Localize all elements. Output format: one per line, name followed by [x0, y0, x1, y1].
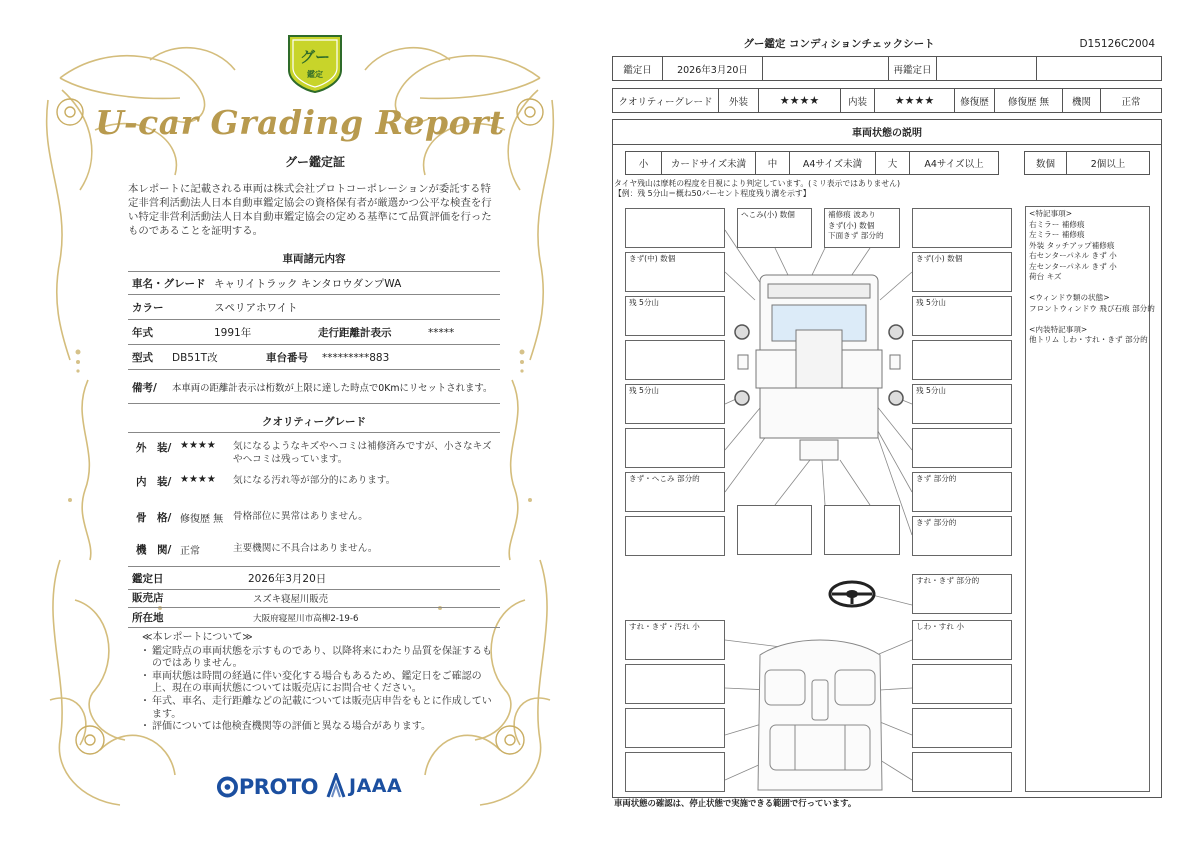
sheet-title: グー鑑定 コンディションチェックシート — [743, 38, 935, 50]
spec-label: 年式 — [132, 327, 153, 339]
proto-logo — [216, 773, 318, 801]
certificate-heading: グー鑑定証 — [284, 155, 345, 169]
engine-value: 正常 — [1121, 96, 1141, 108]
spec-label: 備考/ — [132, 381, 157, 394]
condition-box — [912, 664, 1012, 704]
spec-value: DB51T改 — [172, 352, 218, 364]
size-medium: 中 — [756, 152, 790, 174]
quality-row-frame — [128, 510, 500, 525]
notes-heading: ≪本レポートについて≫ — [142, 632, 253, 643]
condition-box — [625, 664, 725, 704]
condition-box — [912, 752, 1012, 792]
repair-label: 修復歴 — [955, 89, 995, 112]
jaaa-wordmark: JAAA — [349, 775, 403, 797]
condition-box — [625, 296, 725, 336]
condition-box — [912, 708, 1012, 748]
spec-row-name — [128, 271, 500, 295]
date-label: 鑑定日 — [613, 57, 663, 80]
appraisal-date-table — [612, 56, 1162, 81]
spec-label: 走行距離計表示 — [318, 327, 392, 339]
proto-mark-icon — [216, 775, 239, 799]
condition-text: きず(小) 数個 — [828, 220, 875, 230]
quality-label: クオリティーグレード — [613, 89, 719, 112]
condition-box — [737, 505, 812, 555]
size-small-desc: カードサイズ未満 — [662, 152, 756, 174]
proto-wordmark: PROTO — [238, 775, 318, 799]
empty-cell — [1037, 57, 1161, 80]
quality-label: 外 装/ — [136, 442, 172, 454]
repair-value: 修復歴 無 — [995, 89, 1063, 112]
interior-item: 他トリム しわ・すれ・きず 部分的 — [1029, 335, 1148, 344]
quality-label: 内 装/ — [136, 476, 172, 488]
quality-label: 機 関/ — [136, 544, 172, 556]
spec-value: 1991年 — [214, 327, 252, 339]
date-value: 2026年3月20日 — [663, 57, 763, 80]
size-large: 大 — [876, 152, 910, 174]
condition-box — [625, 472, 725, 512]
quality-value: ★★★★ — [180, 474, 216, 485]
badge-subtext: 鑑定 — [307, 70, 323, 79]
special-item: 右ミラー 補修痕 — [1029, 219, 1085, 229]
condition-heading: 車両状態の説明 — [612, 119, 1162, 145]
quality-text: 気になるようなキズやヘコミは補修済みですが、小さなキズやヘコミは残っています。 — [233, 441, 492, 465]
appraisal-value: スズキ寝屋川販売 — [253, 593, 329, 605]
condition-box — [912, 428, 1012, 468]
condition-text: 残 5分山 — [916, 386, 947, 395]
note-item: ・ 鑑定時点の車両状態を示すものであり、以降将来にわたり品質を保証するものではありません。 — [140, 646, 500, 671]
appraisal-address-row — [128, 608, 500, 628]
condition-text: しわ・すれ 小 — [916, 622, 964, 631]
spec-value: スペリアホワイト — [214, 302, 298, 314]
condition-box — [912, 208, 1012, 248]
special-item: 左センターパネル きず 小 — [1029, 261, 1117, 271]
quality-value: 修復歴 無 — [180, 514, 224, 525]
note-text: 年式、車名、走行距離などの記載については販売店申告をもとに作成しています。 — [152, 695, 492, 720]
appraisal-value: 大阪府寝屋川市高柳2-19-6 — [253, 613, 359, 624]
exterior-label: 外装 — [719, 89, 759, 112]
condition-box — [625, 208, 725, 248]
note-item: ・ 評価については他検査機関等の評価と異なる場合があります。 — [140, 721, 431, 733]
condition-check-sheet — [600, 0, 1200, 848]
specs-heading: 車両諸元内容 — [282, 253, 346, 265]
condition-text: 補修痕 波あり — [828, 210, 876, 219]
jaaa-mark-icon — [326, 773, 346, 799]
reappraisal-label: 再鑑定日 — [889, 57, 937, 80]
note-text: 評価については他検査機関等の評価と異なる場合があります。 — [152, 721, 431, 733]
condition-box — [625, 384, 725, 424]
size-small: 小 — [626, 152, 662, 174]
condition-box — [737, 208, 812, 248]
certificate-intro: 本レポートに記載される車両は株式会社プロトコーポレーションが委託する特定非営利活動法人日本自動車鑑定協会の資格保有者が厳選かつ公平な検査を行い特定非営利活動法人日本自動車鑑定協会の定める基準にて品質評価を行ったものであることを証明する。 — [128, 183, 492, 237]
spec-value: ***** — [428, 326, 455, 339]
condition-box — [912, 472, 1012, 512]
condition-box — [625, 516, 725, 556]
condition-box — [912, 252, 1012, 292]
report-notes — [140, 632, 500, 734]
tire-note-line: 【例：残 5分山＝概ね50パーセント程度残り溝を示す】 — [614, 189, 811, 198]
empty-cell — [763, 57, 889, 80]
quality-label: 骨 格/ — [136, 512, 172, 524]
condition-box — [625, 708, 725, 748]
note-text: 鑑定時点の車両状態を示すものであり、以降将来にわたり品質を保証するものではありません。 — [152, 645, 492, 670]
spec-row-remarks — [128, 371, 500, 404]
report-title: U-car Grading Report — [95, 103, 505, 142]
count-legend — [1024, 151, 1150, 175]
quality-text: 骨格部位に異常はありません。 — [233, 511, 368, 522]
special-item: 左ミラー 補修痕 — [1029, 230, 1085, 239]
quality-value: 正常 — [180, 546, 200, 557]
condition-box — [625, 340, 725, 380]
condition-box — [912, 296, 1012, 336]
spec-label: カラー — [132, 302, 164, 314]
condition-text: きず・へこみ 部分的 — [629, 474, 700, 483]
condition-box — [625, 620, 725, 660]
condition-box — [912, 574, 1012, 614]
divider — [128, 432, 500, 433]
tire-note-line: タイヤ残山は摩耗の程度を目視により判定しています。(ミリ表示ではありません) — [614, 179, 900, 188]
condition-box — [912, 340, 1012, 380]
condition-box — [625, 428, 725, 468]
condition-text: へこみ(小) 数個 — [741, 210, 795, 219]
spacer — [1029, 314, 1146, 325]
count-label: 数個 — [1025, 152, 1067, 174]
engine-label: 機関 — [1063, 89, 1101, 112]
condition-text: 残 5分山 — [629, 386, 660, 395]
tire-note — [614, 179, 900, 199]
appraisal-label: 販売店 — [132, 592, 164, 604]
spec-row-color — [128, 296, 500, 320]
count-desc: 2個以上 — [1090, 159, 1126, 170]
appraisal-label: 鑑定日 — [132, 572, 164, 585]
jaaa-logo — [326, 772, 408, 800]
quality-row-engine — [128, 542, 500, 557]
condition-box — [824, 505, 900, 555]
interior-label: 内装 — [841, 89, 875, 112]
special-heading: <特記事項> — [1029, 209, 1073, 218]
quality-grade-table — [612, 88, 1162, 113]
interior-value: ★★★★ — [875, 89, 955, 112]
interior-heading: <内装特記事項> — [1029, 324, 1088, 334]
spec-value: 本車両の距離計表示は桁数が上限に達した時点で0Kmにリセットされます。 — [172, 383, 493, 394]
appraisal-shop-row — [128, 588, 500, 608]
quality-value: ★★★★ — [180, 440, 216, 451]
sheet-footer: 車両状態の確認は、停止状態で実施できる範囲で行っています。 — [614, 798, 857, 808]
appraisal-value: 2026年3月20日 — [248, 572, 327, 585]
condition-text: すれ・きず・汚れ 小 — [629, 622, 700, 631]
sheet-id: D15126C2004 — [1079, 38, 1155, 50]
condition-box — [824, 208, 900, 248]
size-large-desc: A4サイズ以上 — [924, 159, 984, 170]
condition-text: きず 部分的 — [916, 474, 957, 483]
spec-label: 車台番号 — [266, 352, 308, 364]
condition-text: 残 5分山 — [916, 298, 947, 307]
quality-text: 気になる汚れ等が部分的にあります。 — [233, 475, 396, 486]
reappraisal-value — [937, 57, 1037, 80]
spacer — [1029, 283, 1146, 294]
condition-box — [625, 252, 725, 292]
spec-row-year — [128, 321, 500, 345]
quality-heading: クオリティーグレード — [262, 416, 366, 428]
size-medium-desc: A4サイズ未満 — [790, 152, 876, 174]
spec-row-model — [128, 346, 500, 370]
condition-box — [912, 384, 1012, 424]
condition-text: きず(小) 数個 — [916, 254, 963, 263]
special-notes-panel — [1025, 206, 1155, 792]
badge-text: グー — [299, 48, 331, 66]
window-item: フロントウィンドウ 飛び石痕 部分的 — [1029, 303, 1155, 313]
condition-box — [625, 752, 725, 792]
condition-text: きず(中) 数個 — [629, 254, 676, 263]
condition-text: すれ・きず 部分的 — [916, 576, 980, 585]
quality-row-exterior — [128, 440, 500, 466]
condition-text: きず 部分的 — [916, 518, 957, 527]
special-item: 荷台 キズ — [1029, 272, 1062, 281]
note-item: ・ 車両状態は時間の経過に伴い変化する場合もあるため、鑑定日をご確認の上、現在の車両状態については販売店にお問合せください。 — [140, 671, 500, 696]
special-item: 右センターパネル きず 小 — [1029, 251, 1117, 260]
goo-appraisal-badge-icon — [285, 30, 345, 94]
note-text: 車両状態は時間の経過に伴い変化する場合もあるため、鑑定日をご確認の上、現在の車両状態については販売店にお問合せください。 — [152, 670, 482, 695]
spec-label: 車名・グレード — [132, 277, 206, 290]
quality-text: 主要機関に不具合はありません。 — [233, 543, 378, 554]
quality-row-interior — [128, 474, 500, 489]
condition-text: 下面きず 部分的 — [828, 231, 884, 240]
special-item: 外装 タッチアップ補修痕 — [1029, 240, 1115, 250]
appraisal-date-row — [128, 566, 500, 590]
exterior-value: ★★★★ — [759, 89, 841, 112]
spec-label: 型式 — [132, 352, 153, 364]
spec-value: キャリイトラック キンタロウダンプWA — [214, 277, 402, 290]
spec-value: *********883 — [322, 351, 390, 364]
condition-box — [912, 620, 1012, 660]
condition-box — [912, 516, 1012, 556]
note-item: ・ 年式、車名、走行距離などの記載については販売店申告をもとに作成しています。 — [140, 696, 500, 721]
condition-text: 残 5分山 — [629, 298, 660, 307]
window-heading: <ウィンドウ類の状態> — [1029, 293, 1110, 302]
size-legend — [625, 151, 999, 175]
appraisal-label: 所在地 — [132, 612, 164, 624]
